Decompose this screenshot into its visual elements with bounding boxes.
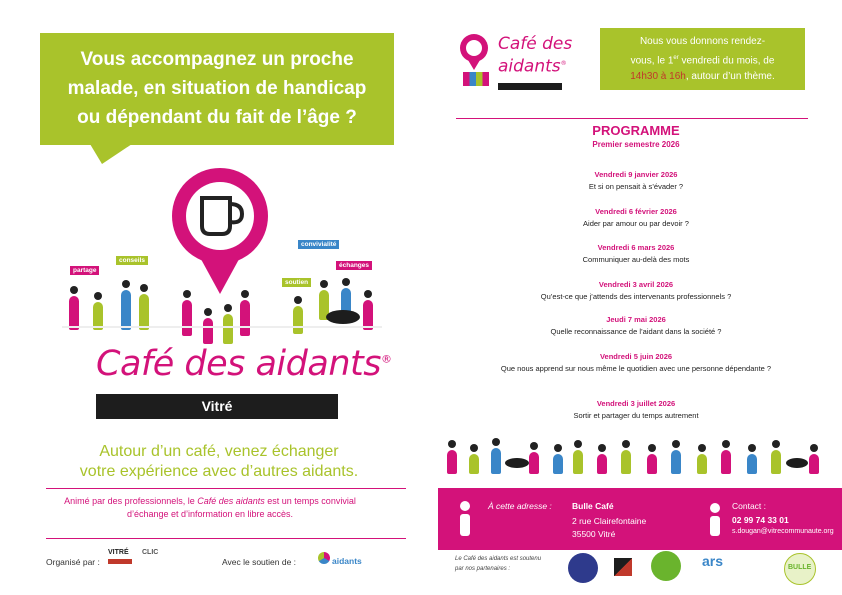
coffee-cup-icon bbox=[196, 192, 246, 240]
event-topic: Sortir et partager du temps autrement bbox=[573, 411, 699, 420]
logo-vitre-bar bbox=[108, 559, 132, 564]
programme-subtitle: Premier semestre 2026 bbox=[592, 140, 680, 149]
location-pin-point bbox=[196, 250, 244, 294]
description: Animé par des professionnels, le Café des aidants est un temps convivial d’échange et d’information en libre accès. bbox=[64, 496, 356, 519]
event-date: Vendredi 9 janvier 2026 bbox=[594, 170, 678, 179]
tagline-line: Autour d’un café, venez échanger bbox=[99, 443, 339, 460]
contact-label: Contact : bbox=[732, 501, 767, 511]
event-date: Vendredi 6 mars 2026 bbox=[597, 243, 675, 252]
event-topic: Qu’est-ce que j’attends des intervenants professionnels ? bbox=[540, 292, 732, 301]
info-line: 14h30 à 16h, autour d’un thème. bbox=[630, 71, 775, 83]
partner-logo-3 bbox=[651, 551, 681, 581]
tag-partage: partage bbox=[70, 266, 99, 275]
avec-soutien-label: Avec le soutien de : bbox=[222, 557, 297, 567]
logo-vitre: VITRÉ bbox=[108, 549, 129, 556]
programme-title: PROGRAMME bbox=[592, 123, 680, 138]
brand-title: Café des aidants® bbox=[96, 344, 392, 384]
person-location-icon bbox=[454, 500, 476, 538]
partner-logo-bulle-text: BULLE bbox=[788, 564, 812, 571]
headline bbox=[40, 45, 394, 132]
headline-line: ou dépendant du fait de l’âge ? bbox=[77, 107, 357, 128]
event-topic: Communiquer au-delà des mots bbox=[582, 255, 690, 264]
logo-pin-point bbox=[468, 60, 480, 70]
logo-brand-line: aidants® bbox=[498, 56, 567, 77]
venue-name: Bulle Café bbox=[572, 501, 614, 511]
logo-bar bbox=[498, 83, 562, 90]
info-line: Nous vous donnons rendez- bbox=[639, 36, 766, 47]
logo-pin-inner bbox=[466, 40, 482, 56]
event-topic: Aider par amour ou par devoir ? bbox=[583, 219, 689, 228]
address-street: 2 rue Clairefontaine bbox=[572, 516, 647, 526]
sponsor-text: Le Café des aidants est soutenu bbox=[455, 556, 542, 562]
logo-brand bbox=[498, 34, 572, 77]
logo-people bbox=[463, 72, 489, 86]
divider bbox=[46, 488, 406, 489]
divider bbox=[46, 538, 406, 539]
logo-aidants-icon bbox=[318, 552, 330, 564]
tag-convivialite: convivialité bbox=[298, 240, 339, 249]
logo-aidants: aidants bbox=[332, 556, 362, 566]
sponsor-text-2: par nos partenaires : bbox=[455, 566, 511, 572]
logo-clic: CLIC bbox=[142, 549, 159, 556]
contact-person-icon bbox=[704, 502, 726, 538]
tagline bbox=[60, 442, 378, 482]
organise-par-label: Organisé par : bbox=[46, 557, 100, 567]
tagline-line: votre expérience avec d’autres aidants. bbox=[79, 463, 359, 480]
tag-echanges: échanges bbox=[336, 261, 372, 270]
event-date: Vendredi 6 février 2026 bbox=[595, 207, 677, 216]
event-date: Vendredi 5 juin 2026 bbox=[599, 352, 673, 361]
event-topic: Que nous apprend sur nous même le quotidien avec une personne dépendante ? bbox=[500, 364, 772, 373]
event-topic: Et si on pensait à s’évader ? bbox=[588, 182, 684, 191]
logo-brand-line: Café des bbox=[498, 34, 573, 54]
divider bbox=[456, 118, 808, 119]
address-band bbox=[438, 488, 842, 550]
contact-email[interactable]: s.dougan@vitrecommunaute.org bbox=[732, 528, 834, 535]
headline-line: Vous accompagnez un proche bbox=[80, 49, 354, 70]
event-date: Jeudi 7 mai 2026 bbox=[606, 315, 666, 324]
address-city: 35500 Vitré bbox=[572, 529, 616, 539]
partner-logo-ars: ars bbox=[702, 553, 724, 569]
city-bar: Vitré bbox=[96, 394, 338, 419]
tag-soutien: soutien bbox=[282, 278, 311, 287]
event-date: Vendredi 3 juillet 2026 bbox=[596, 399, 676, 408]
headline-line: malade, en situation de handicap bbox=[67, 78, 367, 99]
info-line: vous, le 1er vendredi du mois, de bbox=[630, 55, 775, 67]
event-date: Vendredi 3 avril 2026 bbox=[598, 280, 674, 289]
event-topic: Quelle reconnaissance de l’aidant dans la société ? bbox=[550, 327, 722, 336]
partner-logo-1 bbox=[568, 553, 598, 583]
partner-logo-2 bbox=[614, 558, 632, 576]
headline-bubble-tail bbox=[90, 144, 132, 164]
contact-phone[interactable]: 02 99 74 33 01 bbox=[732, 515, 789, 525]
address-label: À cette adresse : bbox=[488, 501, 552, 511]
info-box bbox=[600, 28, 805, 90]
tag-conseils: conseils bbox=[116, 256, 148, 265]
